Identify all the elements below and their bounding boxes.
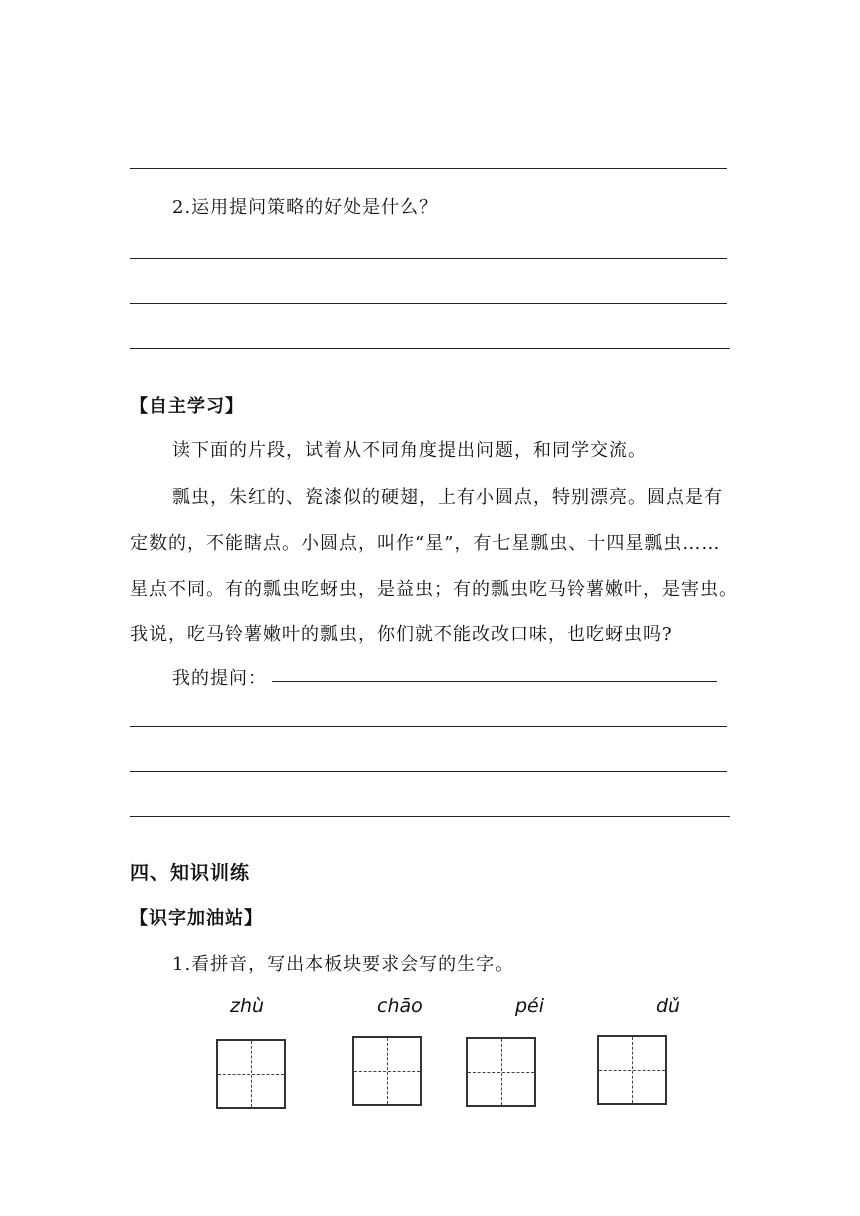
my-question-label: 我的提问： (172, 668, 267, 689)
grid-guide-horizontal (468, 1072, 534, 1073)
passage-line-3: 星点不同。有的瓢虫吃蚜虫，是益虫；有的瓢虫吃马铃薯嫩叶，是害虫。 (130, 579, 738, 600)
literacy-heading: 【识字加油站】 (130, 908, 263, 929)
grid-guide-horizontal (599, 1070, 665, 1071)
question-1: 1.看拼音，写出本板块要求会写的生字。 (172, 954, 515, 975)
writing-grid-box[interactable] (466, 1037, 536, 1107)
passage-line-4: 我说，吃马铃薯嫩叶的瓢虫，你们就不能改改口味，也吃蚜虫吗? (130, 624, 673, 645)
pinyin-label: dǔ (656, 995, 681, 1017)
answer-line[interactable] (130, 726, 727, 727)
grid-guide-horizontal (354, 1071, 420, 1072)
answer-line[interactable] (130, 816, 730, 817)
question-2: 2.运用提问策略的好处是什么？ (172, 197, 439, 218)
self-study-heading: 【自主学习】 (130, 396, 244, 417)
answer-line[interactable] (130, 258, 727, 259)
passage-line-1: 瓢虫，朱红的、瓷漆似的硬翅，上有小圆点，特别漂亮。圆点是有 (172, 487, 723, 508)
answer-line[interactable] (130, 168, 727, 169)
passage-line-2: 定数的，不能瞎点。小圆点，叫作“星”，有七星瓢虫、十四星瓢虫…… (130, 533, 721, 554)
writing-grid-box[interactable] (216, 1039, 286, 1109)
pinyin-label: péi (515, 995, 545, 1017)
answer-line[interactable] (130, 348, 730, 349)
writing-grid-box[interactable] (597, 1035, 667, 1105)
answer-line[interactable] (130, 771, 727, 772)
self-study-instruction: 读下面的片段，试着从不同角度提出问题，和同学交流。 (172, 440, 647, 461)
my-question-line[interactable] (272, 681, 717, 682)
answer-line[interactable] (130, 303, 727, 304)
pinyin-label: chāo (377, 995, 423, 1017)
section-title: 四、知识训练 (130, 862, 251, 884)
pinyin-label: zhù (230, 995, 265, 1017)
writing-grid-box[interactable] (352, 1036, 422, 1106)
grid-guide-horizontal (218, 1074, 284, 1075)
